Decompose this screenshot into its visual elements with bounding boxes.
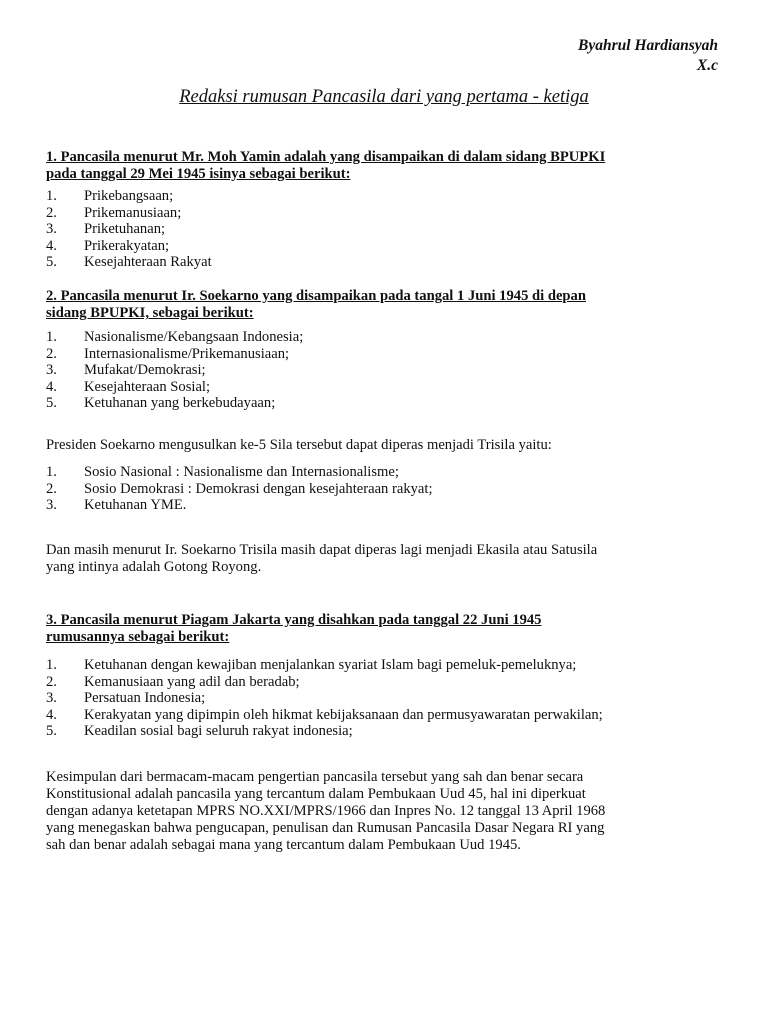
item-number: 2. — [46, 345, 57, 362]
item-text: Sosio Demokrasi : Demokrasi dengan kesejahteraan rakyat; — [84, 480, 433, 497]
item-text: Prikebangsaan; — [84, 188, 174, 204]
item-text: Kesejahteraan Rakyat — [84, 254, 212, 270]
item-number: 2. — [46, 673, 57, 690]
item-number: 4. — [46, 237, 57, 254]
list-item — [46, 723, 746, 740]
item-number: 1. — [46, 188, 57, 204]
list-item — [46, 497, 746, 514]
item-number: 3. — [46, 221, 57, 237]
section-3-list — [46, 657, 746, 740]
heading-line: pada tanggal 29 Mei 1945 isinya sebagai berikut: — [46, 166, 351, 182]
item-number: 1. — [46, 464, 57, 480]
item-text: Mufakat/Demokrasi; — [84, 362, 206, 378]
list-item — [46, 395, 746, 412]
list-item — [46, 464, 746, 481]
list-item — [46, 379, 746, 396]
document-title: Redaksi rumusan Pancasila dari yang pertama - ketiga — [179, 87, 589, 107]
list-item — [46, 221, 746, 238]
trisila-list — [46, 464, 746, 514]
item-number: 3. — [46, 690, 57, 706]
list-item — [46, 238, 746, 255]
item-text: Internasionalisme/Prikemanusiaan; — [84, 345, 290, 362]
list-item — [46, 674, 746, 691]
paragraph-line: Konstitusional adalah pancasila yang tercantum dalam Pembukaan Uud 45, hal ini diperkuat — [46, 786, 586, 802]
trisila-intro: Presiden Soekarno mengusulkan ke-5 Sila tersebut dapat diperas menjadi Trisila yaitu: — [46, 437, 552, 453]
list-item — [46, 481, 746, 498]
heading-line: 1. Pancasila menurut Mr. Moh Yamin adalah yang disampaikan di dalam sidang BPUPKI — [46, 149, 606, 165]
item-text: Prikemanusiaan; — [84, 204, 182, 221]
list-item — [46, 188, 746, 205]
item-number: 4. — [46, 706, 57, 723]
item-text: Keadilan sosial bagi seluruh rakyat indonesia; — [84, 723, 353, 739]
item-number: 2. — [46, 204, 57, 221]
paragraph-line: sah dan benar adalah sebagai mana yang tercantum dalam Pembukaan Uud 1945. — [46, 837, 521, 853]
item-number: 1. — [46, 329, 57, 345]
section-2-list — [46, 329, 746, 412]
list-item — [46, 329, 746, 346]
paragraph-line: yang menegaskan bahwa pengucapan, penulisan dan Rumusan Pancasila Dasar Negara RI yang — [46, 820, 605, 836]
conclusion-paragraph — [46, 769, 736, 854]
item-number: 3. — [46, 497, 57, 513]
item-text: Nasionalisme/Kebangsaan Indonesia; — [84, 329, 304, 345]
list-item — [46, 254, 746, 271]
item-number: 4. — [46, 378, 57, 395]
item-text: Sosio Nasional : Nasionalisme dan Internasionalisme; — [84, 464, 399, 480]
section-1-heading — [46, 149, 736, 183]
author-name: Byahrul Hardiansyah — [578, 37, 718, 54]
item-text: Persatuan Indonesia; — [84, 690, 206, 706]
item-number: 5. — [46, 395, 57, 411]
paragraph-line: dengan adanya ketetapan MPRS NO.XXI/MPRS/1966 dan Inpres No. 12 tanggal 13 April 1968 — [46, 803, 606, 819]
paragraph-line: Dan masih menurut Ir. Soekarno Trisila masih dapat diperas lagi menjadi Ekasila atau Satusila — [46, 542, 598, 558]
heading-line: 2. Pancasila menurut Ir. Soekarno yang disampaikan pada tangal 1 Juni 1945 di depan — [46, 288, 586, 304]
paragraph-line: yang intinya adalah Gotong Royong. — [46, 559, 262, 575]
paragraph-line: Kesimpulan dari bermacam-macam pengertian pancasila tersebut yang sah dan benar secara — [46, 769, 584, 785]
item-number: 5. — [46, 723, 57, 739]
item-text: Ketuhanan dengan kewajiban menjalankan syariat Islam bagi pemeluk-pemeluknya; — [84, 657, 577, 673]
item-text: Prikerakyatan; — [84, 237, 170, 254]
item-text: Kemanusiaan yang adil dan beradab; — [84, 673, 300, 690]
list-item — [46, 362, 746, 379]
item-number: 2. — [46, 480, 57, 497]
heading-line: rumusannya sebagai berikut: — [46, 629, 230, 645]
item-text: Ketuhanan YME. — [84, 497, 187, 513]
heading-line: 3. Pancasila menurut Piagam Jakarta yang disahkan pada tanggal 22 Juni 1945 — [46, 612, 542, 628]
item-text: Ketuhanan yang berkebudayaan; — [84, 395, 276, 411]
item-text: Kesejahteraan Sosial; — [84, 378, 211, 395]
list-item — [46, 707, 746, 724]
section-1-list — [46, 188, 746, 271]
item-number: 5. — [46, 254, 57, 270]
section-2-heading — [46, 288, 736, 322]
author-block — [578, 36, 718, 76]
list-item — [46, 657, 746, 674]
list-item — [46, 346, 746, 363]
item-text: Priketuhanan; — [84, 221, 166, 237]
item-number: 3. — [46, 362, 57, 378]
list-item — [46, 690, 746, 707]
item-text: Kerakyatan yang dipimpin oleh hikmat kebijaksanaan dan permusyawaratan perwakilan; — [84, 706, 603, 723]
heading-line: sidang BPUPKI, sebagai berikut: — [46, 305, 254, 321]
list-item — [46, 205, 746, 222]
section-3-heading — [46, 612, 736, 646]
author-class: X.c — [696, 57, 718, 74]
item-number: 1. — [46, 657, 57, 673]
ekasila-paragraph — [46, 542, 736, 576]
